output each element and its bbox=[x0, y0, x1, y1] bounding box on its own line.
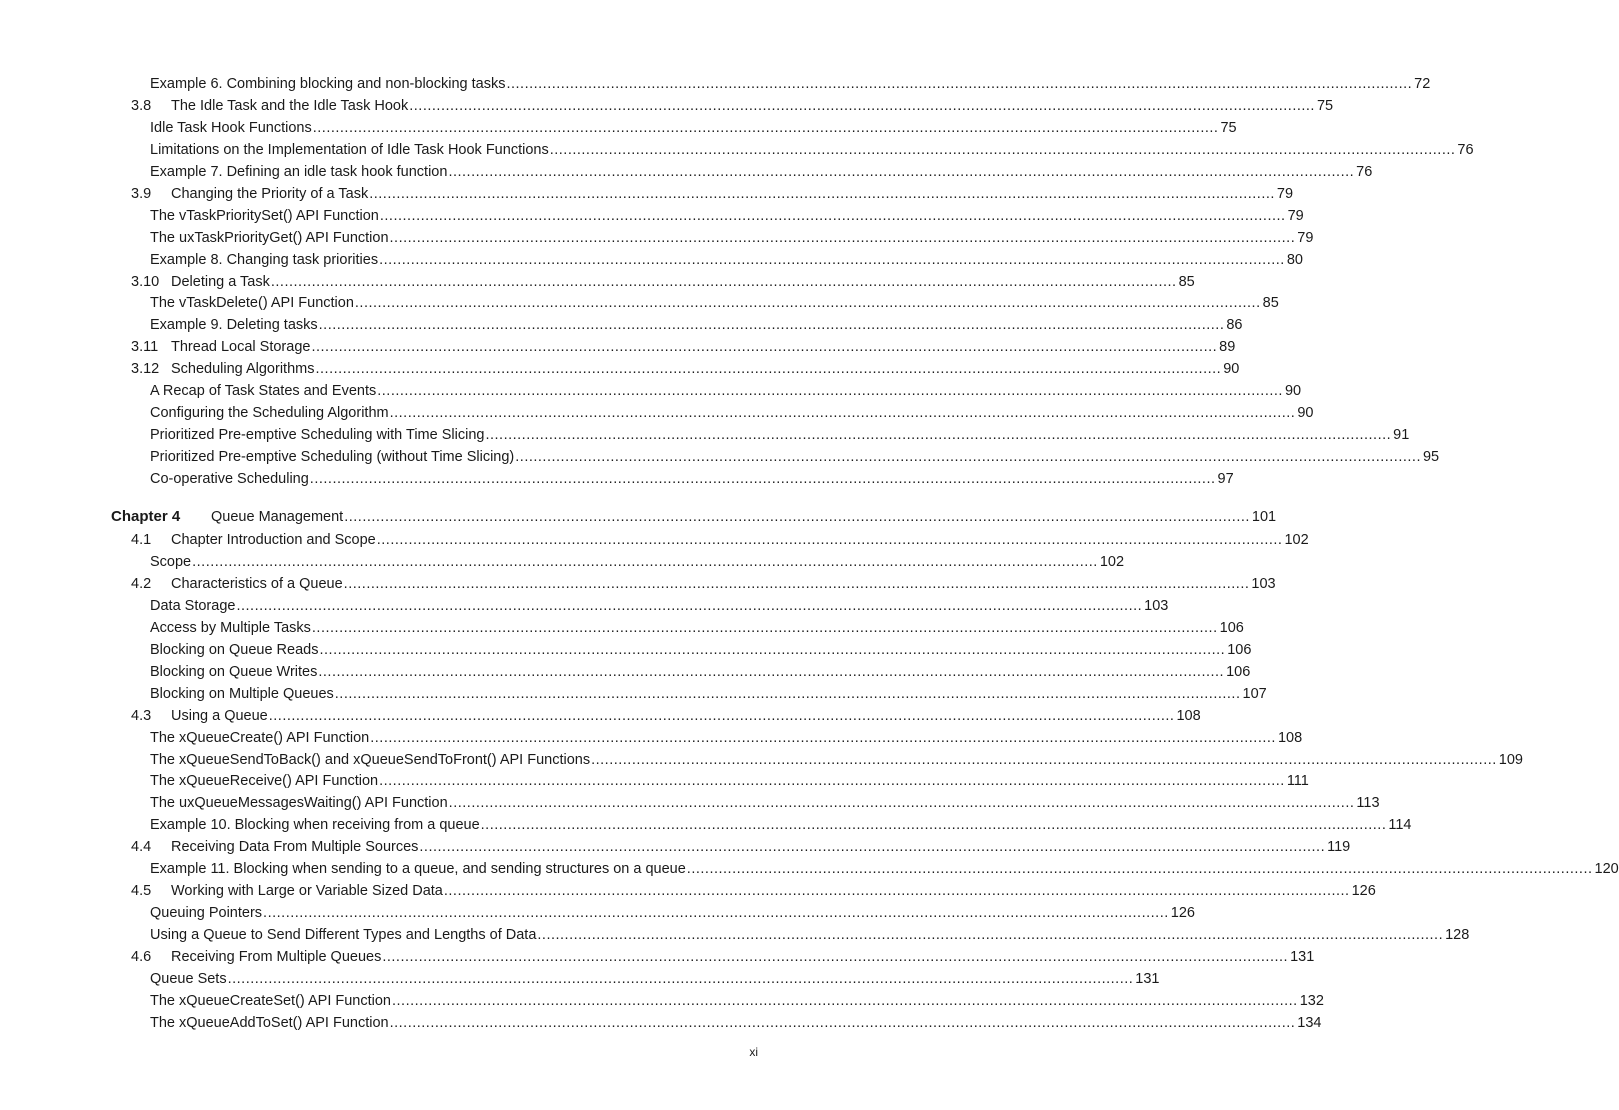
toc-leader-dots: ........................................................................................................................................................................................................ bbox=[318, 664, 1225, 680]
toc-subsection[interactable] bbox=[150, 640, 1252, 660]
toc-subsection[interactable] bbox=[150, 793, 1380, 813]
toc-entry-page: 79 bbox=[1287, 208, 1304, 224]
toc-subsection[interactable] bbox=[150, 815, 1412, 835]
toc-leader-dots: ........................................................................................................................................................................................................ bbox=[419, 839, 1326, 855]
toc-entry-number: 3.9 bbox=[131, 186, 152, 202]
toc-leader-dots: ........................................................................................................................................................................................................ bbox=[192, 554, 1098, 570]
toc-leader-dots: ........................................................................................................................................................................................................ bbox=[268, 708, 1175, 724]
toc-entry-page: 79 bbox=[1297, 230, 1314, 246]
toc-leader-dots: ........................................................................................................................................................................................................ bbox=[376, 532, 1283, 548]
toc-entry-page: 79 bbox=[1276, 186, 1294, 202]
toc-entry-title: Example 9. Deleting tasks bbox=[150, 317, 318, 333]
toc-entry-page: 102 bbox=[1099, 554, 1125, 570]
toc-leader-dots: ........................................................................................................................................................................................................ bbox=[409, 98, 1315, 114]
toc-entry-page: 131 bbox=[1135, 971, 1160, 987]
toc-entry-title: Receiving From Multiple Queues bbox=[171, 949, 382, 965]
toc-entry-page: 89 bbox=[1219, 339, 1236, 355]
toc-subsection[interactable] bbox=[150, 596, 1169, 616]
toc-leader-dots: ........................................................................................................................................................................................................ bbox=[515, 449, 1421, 465]
toc-entry-page: 132 bbox=[1299, 993, 1324, 1009]
toc-leader-dots: ........................................................................................................................................................................................................ bbox=[312, 120, 1219, 136]
toc-section[interactable] bbox=[131, 837, 1351, 857]
toc-subsection[interactable] bbox=[150, 925, 1470, 945]
toc-entry-page: 72 bbox=[1414, 76, 1431, 92]
toc-chapter[interactable] bbox=[111, 507, 1277, 527]
toc-leader-dots: ........................................................................................................................................................................................................ bbox=[537, 927, 1444, 943]
toc-entry-title: Queuing Pointers bbox=[150, 905, 263, 921]
toc-entry-title: Prioritized Pre-emptive Scheduling with Time Slicing bbox=[150, 427, 485, 443]
toc-entry-title: Example 6. Combining blocking and non-blocking tasks bbox=[150, 76, 506, 92]
toc-leader-dots: ........................................................................................................................................................................................................ bbox=[311, 339, 1218, 355]
toc-entry-page: 113 bbox=[1356, 795, 1380, 811]
toc-entry-title: Blocking on Queue Reads bbox=[150, 642, 319, 658]
toc-leader-dots: ........................................................................................................................................................................................................ bbox=[443, 883, 1350, 899]
toc-entry-title: The xQueueCreateSet() API Function bbox=[150, 993, 391, 1009]
toc-leader-dots: ........................................................................................................................................................................................................ bbox=[379, 252, 1285, 268]
toc-leader-dots: ........................................................................................................................................................................................................ bbox=[309, 471, 1216, 487]
toc-entry-page: 80 bbox=[1286, 252, 1303, 268]
toc-subsection[interactable] bbox=[150, 771, 1309, 791]
toc-entry-page: 97 bbox=[1217, 471, 1234, 487]
toc-subsection[interactable] bbox=[150, 74, 1431, 94]
toc-entry-page: 106 bbox=[1226, 664, 1251, 680]
toc-entry-title: Chapter Introduction and Scope bbox=[171, 532, 376, 548]
toc-entry-number: 4.2 bbox=[131, 576, 152, 592]
toc-entry-title: Using a Queue to Send Different Types and Lengths of Data bbox=[150, 927, 537, 943]
toc-entry-title: The Idle Task and the Idle Task Hook bbox=[171, 98, 409, 114]
toc-entry-title: Prioritized Pre-emptive Scheduling (without Time Slicing) bbox=[150, 449, 515, 465]
toc-leader-dots: ........................................................................................................................................................................................................ bbox=[379, 773, 1285, 789]
toc-subsection[interactable] bbox=[150, 859, 1619, 879]
toc-entry-title: Queue Management bbox=[211, 509, 344, 525]
toc-entry-page: 85 bbox=[1262, 295, 1279, 311]
toc-subsection[interactable] bbox=[150, 1013, 1322, 1033]
toc-entry-title: Receiving Data From Multiple Sources bbox=[171, 839, 419, 855]
toc-entry-number: Chapter 4 bbox=[111, 508, 181, 525]
toc-entry-number: 3.12 bbox=[131, 361, 160, 377]
toc-entry-page: 134 bbox=[1297, 1015, 1322, 1031]
toc-entry-page: 120 bbox=[1594, 861, 1619, 877]
toc-entry-page: 106 bbox=[1219, 620, 1244, 636]
toc-leader-dots: ........................................................................................................................................................................................................ bbox=[379, 208, 1286, 224]
toc-leader-dots: ........................................................................................................................................................................................................ bbox=[485, 427, 1392, 443]
toc-leader-dots: ........................................................................................................................................................................................................ bbox=[236, 598, 1143, 614]
toc-subsection[interactable] bbox=[150, 381, 1302, 401]
toc-leader-dots: ........................................................................................................................................................................................................ bbox=[389, 1015, 1296, 1031]
toc-entry-title: Scheduling Algorithms bbox=[171, 361, 315, 377]
toc-entry-page: 90 bbox=[1223, 361, 1240, 377]
toc-subsection[interactable] bbox=[150, 403, 1314, 423]
toc-entry-title: Blocking on Queue Writes bbox=[150, 664, 318, 680]
toc-entry-title: The vTaskPrioritySet() API Function bbox=[150, 208, 379, 224]
toc-subsection[interactable] bbox=[150, 206, 1304, 226]
toc-entry-page: 114 bbox=[1388, 817, 1412, 833]
toc-entry-title: The uxTaskPriorityGet() API Function bbox=[150, 230, 389, 246]
toc-entry-title: Configuring the Scheduling Algorithm bbox=[150, 405, 389, 421]
toc-leader-dots: ........................................................................................................................................................................................................ bbox=[227, 971, 1134, 987]
toc-entry-title: Scope bbox=[150, 554, 192, 570]
toc-leader-dots: ........................................................................................................................................................................................................ bbox=[448, 164, 1355, 180]
toc-entry-page: 131 bbox=[1290, 949, 1315, 965]
toc-section[interactable] bbox=[131, 96, 1334, 116]
toc-entry-title: Characteristics of a Queue bbox=[171, 576, 343, 592]
toc-subsection[interactable] bbox=[150, 162, 1373, 182]
toc-leader-dots: ........................................................................................................................................................................................................ bbox=[480, 817, 1387, 833]
toc-entry-number: 3.11 bbox=[131, 339, 159, 355]
toc-entry-title: Queue Sets bbox=[150, 971, 227, 987]
toc-entry-title: Example 11. Blocking when sending to a queue, and sending structures on a queue bbox=[150, 861, 686, 877]
toc-section[interactable] bbox=[131, 359, 1240, 379]
toc-entry-title: Access by Multiple Tasks bbox=[150, 620, 311, 636]
toc-entry-page: 106 bbox=[1227, 642, 1252, 658]
toc-section[interactable] bbox=[131, 947, 1315, 967]
toc-leader-dots: ........................................................................................................................................................................................................ bbox=[270, 274, 1177, 290]
toc-section[interactable] bbox=[131, 184, 1294, 204]
toc-subsection[interactable] bbox=[150, 118, 1237, 138]
toc-entry-page: 75 bbox=[1220, 120, 1237, 136]
toc-subsection[interactable] bbox=[150, 662, 1251, 682]
toc-section[interactable] bbox=[131, 574, 1276, 594]
toc-subsection[interactable] bbox=[150, 250, 1303, 270]
toc-leader-dots: ........................................................................................................................................................................................................ bbox=[354, 295, 1261, 311]
toc-leader-dots: ........................................................................................................................................................................................................ bbox=[318, 317, 1225, 333]
toc-leader-dots: ........................................................................................................................................................................................................ bbox=[506, 76, 1413, 92]
toc-entry-title: Changing the Priority of a Task bbox=[171, 186, 369, 202]
toc-leader-dots: ........................................................................................................................................................................................................ bbox=[263, 905, 1169, 921]
toc-entry-page: 108 bbox=[1176, 708, 1201, 724]
toc-leader-dots: ........................................................................................................................................................................................................ bbox=[377, 383, 1283, 399]
toc-entry-title: Co-operative Scheduling bbox=[150, 471, 309, 487]
toc-entry-page: 108 bbox=[1277, 730, 1303, 746]
toc-section[interactable] bbox=[131, 881, 1376, 901]
toc-entry-title: Blocking on Multiple Queues bbox=[150, 686, 334, 702]
toc-entry-title: The uxQueueMessagesWaiting() API Function bbox=[150, 795, 448, 811]
toc-subsection[interactable] bbox=[150, 991, 1324, 1011]
toc-subsection[interactable] bbox=[150, 140, 1474, 160]
toc-leader-dots: ........................................................................................................................................................................................................ bbox=[311, 620, 1218, 636]
toc-leader-dots: ........................................................................................................................................................................................................ bbox=[591, 752, 1497, 768]
toc-entry-page: 102 bbox=[1284, 532, 1309, 548]
toc-entry-page: 91 bbox=[1393, 427, 1410, 443]
toc-entry-title: Example 10. Blocking when receiving from a queue bbox=[150, 817, 480, 833]
toc-entry-page: 76 bbox=[1356, 164, 1373, 180]
toc-entry-title: Example 7. Defining an idle task hook function bbox=[150, 164, 448, 180]
toc-leader-dots: ........................................................................................................................................................................................................ bbox=[369, 186, 1275, 202]
toc-entry-title: Working with Large or Variable Sized Data bbox=[171, 883, 443, 899]
toc-leader-dots: ........................................................................................................................................................................................................ bbox=[370, 730, 1276, 746]
toc-entry-number: 4.6 bbox=[131, 949, 152, 965]
toc-entry-page: 85 bbox=[1178, 274, 1195, 290]
toc-leader-dots: ........................................................................................................................................................................................................ bbox=[389, 230, 1296, 246]
toc-leader-dots: ........................................................................................................................................................................................................ bbox=[344, 509, 1250, 525]
toc-entry-page: 107 bbox=[1242, 686, 1267, 702]
toc-subsection[interactable] bbox=[150, 728, 1303, 748]
toc-subsection[interactable] bbox=[150, 903, 1195, 923]
toc-section[interactable] bbox=[131, 530, 1309, 550]
toc-entry-number: 4.5 bbox=[131, 883, 152, 899]
toc-entry-page: 103 bbox=[1144, 598, 1169, 614]
toc-entry-page: 86 bbox=[1226, 317, 1243, 333]
toc-subsection[interactable] bbox=[150, 228, 1314, 248]
toc-subsection[interactable] bbox=[150, 447, 1440, 467]
toc-leader-dots: ........................................................................................................................................................................................................ bbox=[382, 949, 1289, 965]
toc-entry-page: 101 bbox=[1251, 509, 1277, 525]
toc-entry-page: 119 bbox=[1327, 839, 1351, 855]
toc-entry-title: Data Storage bbox=[150, 598, 236, 614]
toc-entry-number: 3.8 bbox=[131, 98, 152, 114]
toc-entry-page: 75 bbox=[1316, 98, 1334, 114]
toc-entry-page: 126 bbox=[1351, 883, 1376, 899]
toc-subsection[interactable] bbox=[150, 750, 1523, 770]
toc-leader-dots: ........................................................................................................................................................................................................ bbox=[686, 861, 1593, 877]
toc-subsection[interactable] bbox=[150, 684, 1267, 704]
toc-leader-dots: ........................................................................................................................................................................................................ bbox=[315, 361, 1222, 377]
toc-entry-page: 111 bbox=[1286, 773, 1309, 789]
toc-entry-title: Deleting a Task bbox=[171, 274, 270, 290]
toc-entry-title: The xQueueReceive() API Function bbox=[150, 773, 379, 789]
toc-subsection[interactable] bbox=[150, 425, 1410, 445]
toc-entry-page: 128 bbox=[1445, 927, 1470, 943]
toc-leader-dots: ........................................................................................................................................................................................................ bbox=[343, 576, 1250, 592]
toc-entry-title: The xQueueSendToBack() and xQueueSendToFront() API Functions bbox=[150, 752, 591, 768]
toc-section[interactable] bbox=[131, 337, 1236, 357]
toc-entry-page: 95 bbox=[1422, 449, 1440, 465]
toc-leader-dots: ........................................................................................................................................................................................................ bbox=[392, 993, 1298, 1009]
toc-entry-title: The xQueueAddToSet() API Function bbox=[150, 1015, 389, 1031]
toc-entry-page: 103 bbox=[1251, 576, 1276, 592]
toc-leader-dots: ........................................................................................................................................................................................................ bbox=[334, 686, 1241, 702]
toc-subsection[interactable] bbox=[150, 315, 1243, 335]
toc-entry-title: Example 8. Changing task priorities bbox=[150, 252, 379, 268]
toc-entry-number: 4.1 bbox=[131, 532, 152, 548]
toc-entry-title: Limitations on the Implementation of Idle Task Hook Functions bbox=[150, 142, 549, 158]
toc-entry-number: 4.3 bbox=[131, 708, 152, 724]
toc-subsection[interactable] bbox=[150, 469, 1234, 489]
toc-entry-page: 126 bbox=[1170, 905, 1195, 921]
toc-entry-title: The vTaskDelete() API Function bbox=[150, 295, 354, 311]
toc-leader-dots: ........................................................................................................................................................................................................ bbox=[319, 642, 1226, 658]
toc-entry-page: 90 bbox=[1297, 405, 1314, 421]
page-number: xi bbox=[749, 1045, 758, 1059]
toc-section[interactable] bbox=[131, 272, 1195, 292]
toc-entry-page: 76 bbox=[1457, 142, 1474, 158]
toc-entry-title: A Recap of Task States and Events bbox=[150, 383, 377, 399]
toc-entry-number: 3.10 bbox=[131, 274, 160, 290]
toc-subsection[interactable] bbox=[150, 293, 1279, 313]
toc-subsection[interactable] bbox=[150, 618, 1244, 638]
toc-leader-dots: ........................................................................................................................................................................................................ bbox=[389, 405, 1296, 421]
toc-section[interactable] bbox=[131, 706, 1201, 726]
toc-leader-dots: ........................................................................................................................................................................................................ bbox=[448, 795, 1355, 811]
toc-subsection[interactable] bbox=[150, 552, 1125, 572]
toc-entry-title: Thread Local Storage bbox=[171, 339, 311, 355]
toc-leader-dots: ........................................................................................................................................................................................................ bbox=[549, 142, 1456, 158]
toc-entry-title: Idle Task Hook Functions bbox=[150, 120, 312, 136]
toc-subsection[interactable] bbox=[150, 969, 1160, 989]
toc-entry-title: Using a Queue bbox=[171, 708, 268, 724]
toc-entry-page: 90 bbox=[1284, 383, 1302, 399]
toc-entry-page: 109 bbox=[1498, 752, 1523, 768]
toc-entry-title: The xQueueCreate() API Function bbox=[150, 730, 370, 746]
toc-entry-number: 4.4 bbox=[131, 839, 152, 855]
